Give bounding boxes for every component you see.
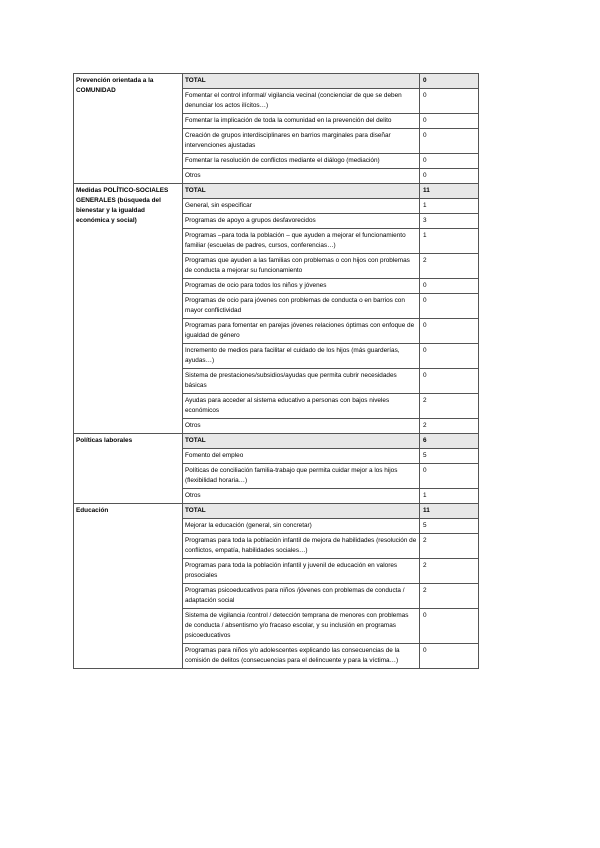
- total-row: [74, 74, 479, 89]
- measure-count: 0: [420, 154, 479, 169]
- measure-description: TOTAL: [183, 184, 420, 199]
- measure-description: Creación de grupos interdisciplinares en barrios marginales para diseñar intervenciones ajustadas: [183, 129, 420, 154]
- measure-count: 0: [420, 369, 479, 394]
- measure-description: Programas de ocio para todos los niños y jóvenes: [183, 279, 420, 294]
- total-row: [74, 434, 479, 449]
- measure-count: 6: [420, 434, 479, 449]
- measure-description: Programas de apoyo a grupos desfavorecidos: [183, 214, 420, 229]
- section-category: Medidas POLÍTICO-SOCIALES GENERALES (búsqueda del bienestar y la igualdad económica y social): [74, 184, 183, 434]
- measure-description: Políticas de conciliación familia-trabajo que permita cuidar mejor a los hijos (flexibilidad horaria…): [183, 464, 420, 489]
- measure-description: Mejorar la educación (general, sin concretar): [183, 519, 420, 534]
- measure-count: 2: [420, 584, 479, 609]
- measure-description: TOTAL: [183, 434, 420, 449]
- measure-description: Fomentar la implicación de toda la comunidad en la prevención del delito: [183, 114, 420, 129]
- measure-count: 0: [420, 169, 479, 184]
- measure-count: 5: [420, 449, 479, 464]
- measure-count: 0: [420, 609, 479, 644]
- measure-count: 0: [420, 344, 479, 369]
- measure-count: 1: [420, 229, 479, 254]
- measure-count: 2: [420, 559, 479, 584]
- measure-count: 0: [420, 89, 479, 114]
- measure-count: 0: [420, 294, 479, 319]
- measure-description: Programas –para toda la población – que ayuden a mejorar el funcionamiento familiar (escuelas de padres, cursos, conferencias…): [183, 229, 420, 254]
- section-category: Educación: [74, 504, 183, 669]
- measure-count: 1: [420, 489, 479, 504]
- measure-count: 0: [420, 129, 479, 154]
- measure-description: Programas para toda la población infantil y juvenil de educación en valores prosociales: [183, 559, 420, 584]
- measure-description: Programas para toda la población infantil de mejora de habilidades (resolución de conflictos, empatía, habilidades sociales…): [183, 534, 420, 559]
- measure-count: 11: [420, 184, 479, 199]
- measure-description: Sistema de prestaciones/subsidios/ayudas que permita cubrir necesidades básicas: [183, 369, 420, 394]
- measure-description: Programas que ayuden a las familias con problemas o con hijos con problemas de conducta a mejorar su funcionamiento: [183, 254, 420, 279]
- measure-count: 2: [420, 394, 479, 419]
- measure-description: Ayudas para acceder al sistema educativo a personas con bajos niveles económicos: [183, 394, 420, 419]
- measure-description: Otros: [183, 169, 420, 184]
- measure-description: TOTAL: [183, 74, 420, 89]
- measure-description: Sistema de vigilancia /control / detección temprana de menores con problemas de conducta / absentismo y/o fracaso escolar, y su inclusión en programas psicoeducativos: [183, 609, 420, 644]
- section-category: Prevención orientada a la COMUNIDAD: [74, 74, 183, 184]
- measure-description: Otros: [183, 489, 420, 504]
- measure-count: 0: [420, 319, 479, 344]
- measure-description: General, sin especificar: [183, 199, 420, 214]
- measure-description: Otros: [183, 419, 420, 434]
- measures-table: [73, 73, 479, 669]
- measure-count: 2: [420, 254, 479, 279]
- measure-count: 0: [420, 644, 479, 669]
- measure-count: 0: [420, 279, 479, 294]
- measure-description: Fomentar el control informal/ vigilancia vecinal (concienciar de que se deben denunciar los actos ilícitos…): [183, 89, 420, 114]
- total-row: [74, 184, 479, 199]
- section-category: Políticas laborales: [74, 434, 183, 504]
- measure-count: 0: [420, 114, 479, 129]
- measure-count: 5: [420, 519, 479, 534]
- measure-description: Programas para fomentar en parejas jóvenes relaciones óptimas con enfoque de igualdad de género: [183, 319, 420, 344]
- measure-count: 1: [420, 199, 479, 214]
- measure-count: 0: [420, 464, 479, 489]
- measure-description: TOTAL: [183, 504, 420, 519]
- measure-description: Programas psicoeducativos para niños /jóvenes con problemas de conducta / adaptación social: [183, 584, 420, 609]
- measure-description: Incremento de medios para facilitar el cuidado de los hijos (más guarderías, ayudas…): [183, 344, 420, 369]
- measure-description: Programas para niños y/o adolescentes explicando las consecuencias de la comisión de delitos (consecuencias para el delincuente y para la víctima…): [183, 644, 420, 669]
- measure-description: Fomentar la resolución de conflictos mediante el diálogo (mediación): [183, 154, 420, 169]
- measure-count: 11: [420, 504, 479, 519]
- measure-count: 3: [420, 214, 479, 229]
- measure-description: Programas de ocio para jóvenes con problemas de conducta o en barrios con mayor conflictividad: [183, 294, 420, 319]
- measure-count: 0: [420, 74, 479, 89]
- measure-description: Fomento del empleo: [183, 449, 420, 464]
- measure-count: 2: [420, 534, 479, 559]
- measure-count: 2: [420, 419, 479, 434]
- total-row: [74, 504, 479, 519]
- measures-table-body: [74, 74, 479, 669]
